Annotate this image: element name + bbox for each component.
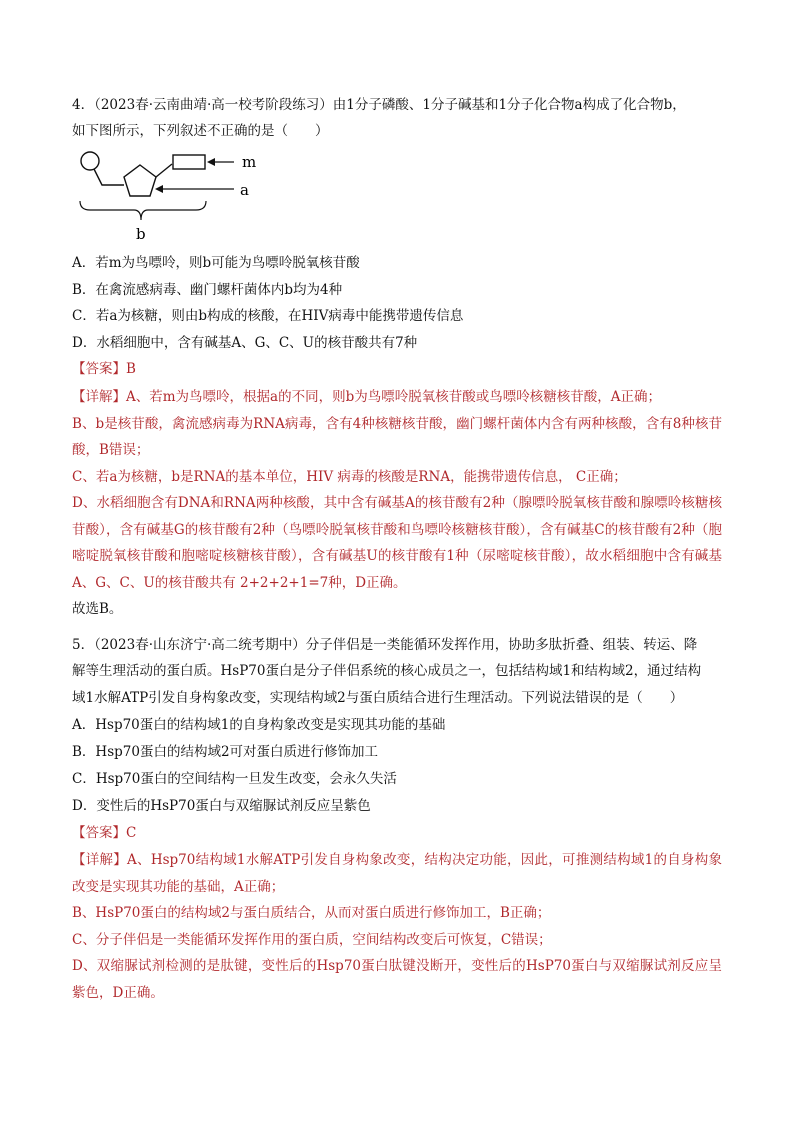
q5-detail-d: D、双缩脲试剂检测的是肽键，变性后的Hsp70蛋白肽键没断开，变性后的HsP70蛋白与双缩脲试剂反应呈紫色，D正确。 bbox=[72, 958, 722, 1001]
nucleotide-diagram bbox=[72, 145, 272, 245]
q5-detail-a: 【详解】A、Hsp70结构域1水解ATP引发自身构象改变，结构决定功能，因此，可推测结构域1的自身构象改变是实现其功能的基础，A正确； bbox=[72, 852, 723, 895]
arrow-m-head bbox=[207, 158, 215, 166]
q4-option-c: C．若a为核糖，则由b构成的核酸，在HIV病毒中能携带遗传信息 bbox=[72, 308, 464, 324]
phosphate-circle bbox=[81, 152, 99, 170]
q5-option-a: A．Hsp70蛋白的结构域1的自身构象改变是实现其功能的基础 bbox=[72, 717, 446, 733]
q4-detail-a: 【详解】A、若m为鸟嘌呤，根据a的不同，则b为鸟嘌呤脱氧核苷酸或鸟嘌呤核糖核苷酸，A正确； bbox=[72, 389, 661, 405]
base-rect bbox=[173, 155, 205, 169]
q5-option-c: C．Hsp70蛋白的空间结构一旦发生改变，会永久失活 bbox=[72, 771, 397, 787]
q4-stem-line1: 4．（2023春·云南曲靖·高一校考阶段练习）由1分子磷酸、1分子碱基和1分子化合物a构成了化合物b， bbox=[72, 97, 686, 113]
arrow-a-head bbox=[155, 185, 163, 193]
q5-stem-line2: 解等生理活动的蛋白质。HsP70蛋白是分子伴侣系统的核心成员之一，包括结构域1和结构域2，通过结构 bbox=[72, 663, 702, 679]
q4-answer-label: 【答案】 bbox=[72, 361, 126, 377]
q5-option-d: D．变性后的HsP70蛋白与双缩脲试剂反应呈紫色 bbox=[72, 798, 371, 814]
q4-option-a: A．若m为鸟嘌呤，则b可能为鸟嘌呤脱氧核苷酸 bbox=[72, 255, 360, 271]
q5-detail-label: 【详解】 bbox=[72, 852, 128, 868]
q5-solution bbox=[72, 847, 722, 1006]
q4-solution bbox=[72, 384, 722, 623]
label-b: b bbox=[136, 225, 146, 243]
q5-answer-label: 【答案】 bbox=[72, 825, 126, 841]
q4-detail-b: B、b是核苷酸，禽流感病毒为RNA病毒，含有4种核糖核苷酸，幽门螺杆菌体内含有两种核酸，含有8种核苷酸，B错误； bbox=[72, 415, 722, 458]
q4-detail-label: 【详解】 bbox=[72, 389, 126, 405]
q5-answer-value: C bbox=[126, 825, 137, 841]
brace-b bbox=[80, 201, 206, 220]
q4-option-d: D．水稻细胞中，含有碱基A、G、C、U的核苷酸共有7种 bbox=[72, 335, 418, 351]
q4-stem-line2: 如下图所示，下列叙述不正确的是（ ） bbox=[72, 123, 329, 139]
q4-option-b: B．在禽流感病毒、幽门螺杆菌体内b均为4种 bbox=[72, 282, 343, 298]
pentose-ring bbox=[124, 165, 156, 196]
q4-detail-d: D、水稻细胞含有DNA和RNA两种核酸，其中含有碱基A的核苷酸有2种（腺嘌呤脱氧核苷酸和腺嘌呤核糖核苷酸），含有碱基G的核苷酸有2种（鸟嘌呤脱氧核苷酸和鸟嘌呤核糖核苷酸），含有碱基C的核苷酸有2种（胞嘧啶脱氧核苷酸和胞嘧啶核糖核苷酸），含有碱基U的核苷酸有1种（尿嘧啶核苷酸），故水稻细胞中含有碱基A、G、C、U的核苷酸共有 2+2+2+1=7种，D正确。 bbox=[72, 495, 722, 591]
q4-detail-c: C、若a为核糖，b是RNA的基本单位，HIV 病毒的核酸是RNA，能携带遗传信息， C正确； bbox=[72, 468, 627, 485]
q5-option-b: B．Hsp70蛋白的结构域2可对蛋白质进行修饰加工 bbox=[72, 744, 379, 760]
q5-stem-line1: 5．（2023春·山东济宁·高二统考期中）分子伴侣是一类能循环发挥作用，协助多肽折叠、组装、转运、降 bbox=[72, 637, 698, 653]
q5-detail-b: B、HsP70蛋白的结构域2与蛋白质结合，从而对蛋白质进行修饰加工，B正确； bbox=[72, 905, 551, 921]
q5-detail-c: C、分子伴侣是一类能循环发挥作用的蛋白质，空间结构改变后可恢复，C错误； bbox=[72, 931, 552, 948]
q5-answer-line bbox=[72, 824, 136, 842]
q4-conclusion: 故选B。 bbox=[72, 601, 123, 617]
q5-stem-line3: 域1水解ATP引发自身构象改变，实现结构域2与蛋白质结合进行生理活动。下列说法错误的是（ ） bbox=[72, 690, 684, 706]
q4-answer-line bbox=[72, 360, 136, 378]
base-bond bbox=[156, 164, 172, 177]
q4-answer-value: B bbox=[126, 361, 136, 377]
label-m: m bbox=[242, 153, 257, 171]
label-a: a bbox=[240, 181, 249, 199]
phosphate-bond bbox=[94, 169, 124, 185]
